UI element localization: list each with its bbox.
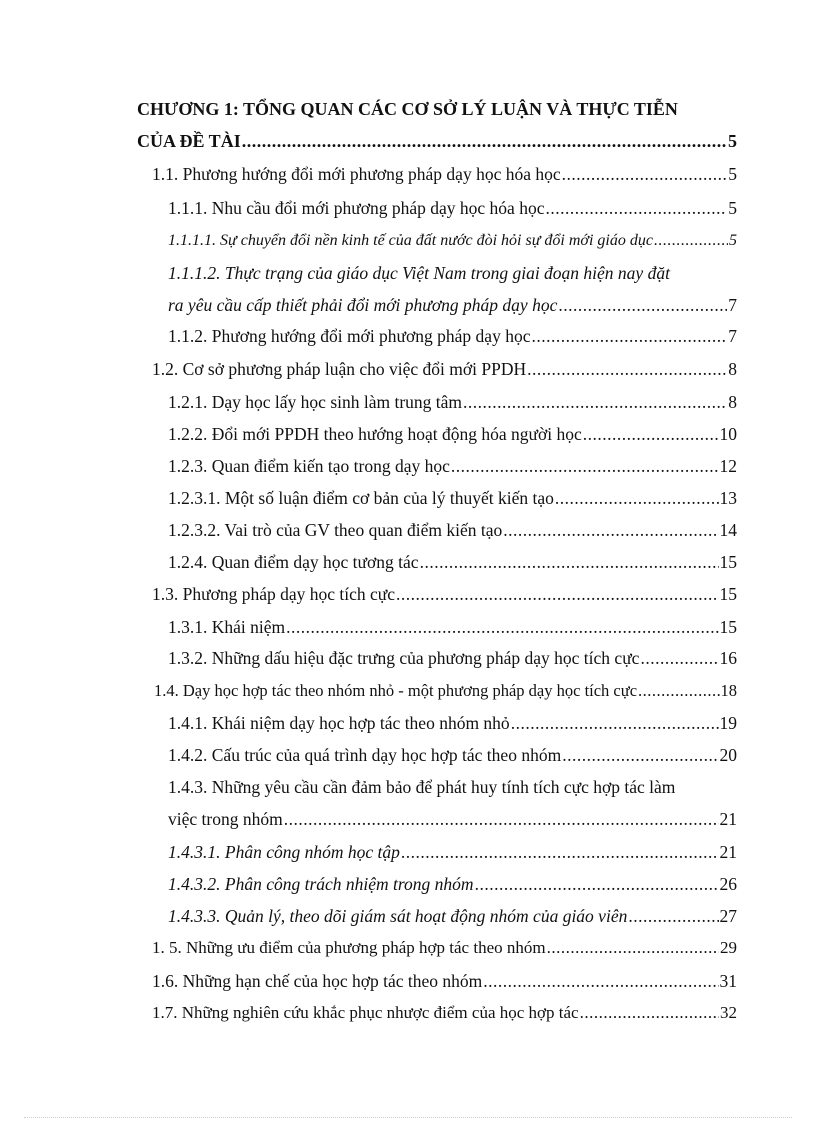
toc-entry: 1. 5. Những ưu điểm của phương pháp hợp tác theo nhóm ..... 29 — [152, 937, 737, 959]
toc-entry: 1.4.3.2. Phân công trách nhiệm trong nhóm ..... 26 — [168, 873, 737, 895]
chapter-title-line1: CHƯƠNG 1: TỔNG QUAN CÁC CƠ SỞ LÝ LUẬN VÀ THỰC TIỄN — [137, 99, 678, 119]
toc-entry: 1.7. Những nghiên cứu khắc phục nhược điểm của học hợp tác ..... 32 — [152, 1002, 737, 1024]
toc-entry: 1.2.1. Dạy học lấy học sinh làm trung tâm ..... 8 — [168, 391, 737, 413]
toc-entry: 1.2.4. Quan điểm dạy học tương tác ..... 15 — [168, 551, 737, 573]
toc-entry: 1.4.1. Khái niệm dạy học hợp tác theo nhóm nhỏ ..... 19 — [168, 712, 737, 734]
toc-entry: 1.4.3. Những yêu cầu cần đảm bảo để phát huy tính tích cực hợp tác làm — [168, 777, 676, 797]
toc-entry: việc trong nhóm ..... 21 — [168, 808, 737, 830]
toc-entry: 1.1.1.2. Thực trạng của giáo dục Việt Nam trong giai đoạn hiện nay đặt — [168, 263, 670, 283]
toc-entry: 1.2. Cơ sở phương pháp luận cho việc đổi mới PPDH ..... 8 — [152, 358, 737, 380]
toc-entry: 1.2.3. Quan điểm kiến tạo trong dạy học ..... 12 — [168, 455, 737, 477]
toc-entry: 1.2.3.2. Vai trò của GV theo quan điểm kiến tạo ..... 14 — [168, 519, 737, 541]
toc-entry: ra yêu cầu cấp thiết phải đổi mới phương pháp dạy học ..... 7 — [168, 294, 737, 316]
toc-entry: 1.2.2. Đổi mới PPDH theo hướng hoạt động hóa người học ..... 10 — [168, 423, 737, 445]
page-number: 5 — [728, 131, 737, 151]
toc-entry: 1.6. Những hạn chế của học hợp tác theo nhóm ..... 31 — [152, 970, 737, 992]
toc-entry: 1.1.2. Phương hướng đổi mới phương pháp dạy học ..... 7 — [168, 325, 737, 347]
toc-entry: 1.4. Dạy học hợp tác theo nhóm nhỏ - một phương pháp dạy học tích cực ..... 18 — [154, 680, 737, 702]
toc-entry: 1.4.3.1. Phân công nhóm học tập ..... 21 — [168, 841, 737, 863]
toc-entry: 1.3.1. Khái niệm ..... 15 — [168, 616, 737, 638]
toc-entry: 1.1.1.1. Sự chuyển đổi nền kinh tế của đất nước đòi hỏi sự đổi mới giáo dục ..... 5 — [168, 230, 737, 252]
toc-entry: 1.3. Phương pháp dạy học tích cực ..... 15 — [152, 583, 737, 605]
toc-entry: 1.1. Phương hướng đổi mới phương pháp dạy học hóa học ..... 5 — [152, 163, 737, 185]
toc-entry: 1.3.2. Những dấu hiệu đặc trưng của phương pháp dạy học tích cực ..... 16 — [168, 647, 737, 669]
toc-entry: 1.4.3.3. Quản lý, theo dõi giám sát hoạt động nhóm của giáo viên ..... 27 — [168, 905, 737, 927]
page-bottom-divider — [24, 1117, 792, 1118]
chapter-title-line2: CỦA ĐỀ TÀI ..... 5 — [137, 130, 737, 152]
toc-entry: 1.4.2. Cấu trúc của quá trình dạy học hợp tác theo nhóm ..... 20 — [168, 744, 737, 766]
toc-entry: 1.1.1. Nhu cầu đổi mới phương pháp dạy học hóa học ..... 5 — [168, 197, 737, 219]
toc-entry: 1.2.3.1. Một số luận điểm cơ bản của lý thuyết kiến tạo ..... 13 — [168, 487, 737, 509]
